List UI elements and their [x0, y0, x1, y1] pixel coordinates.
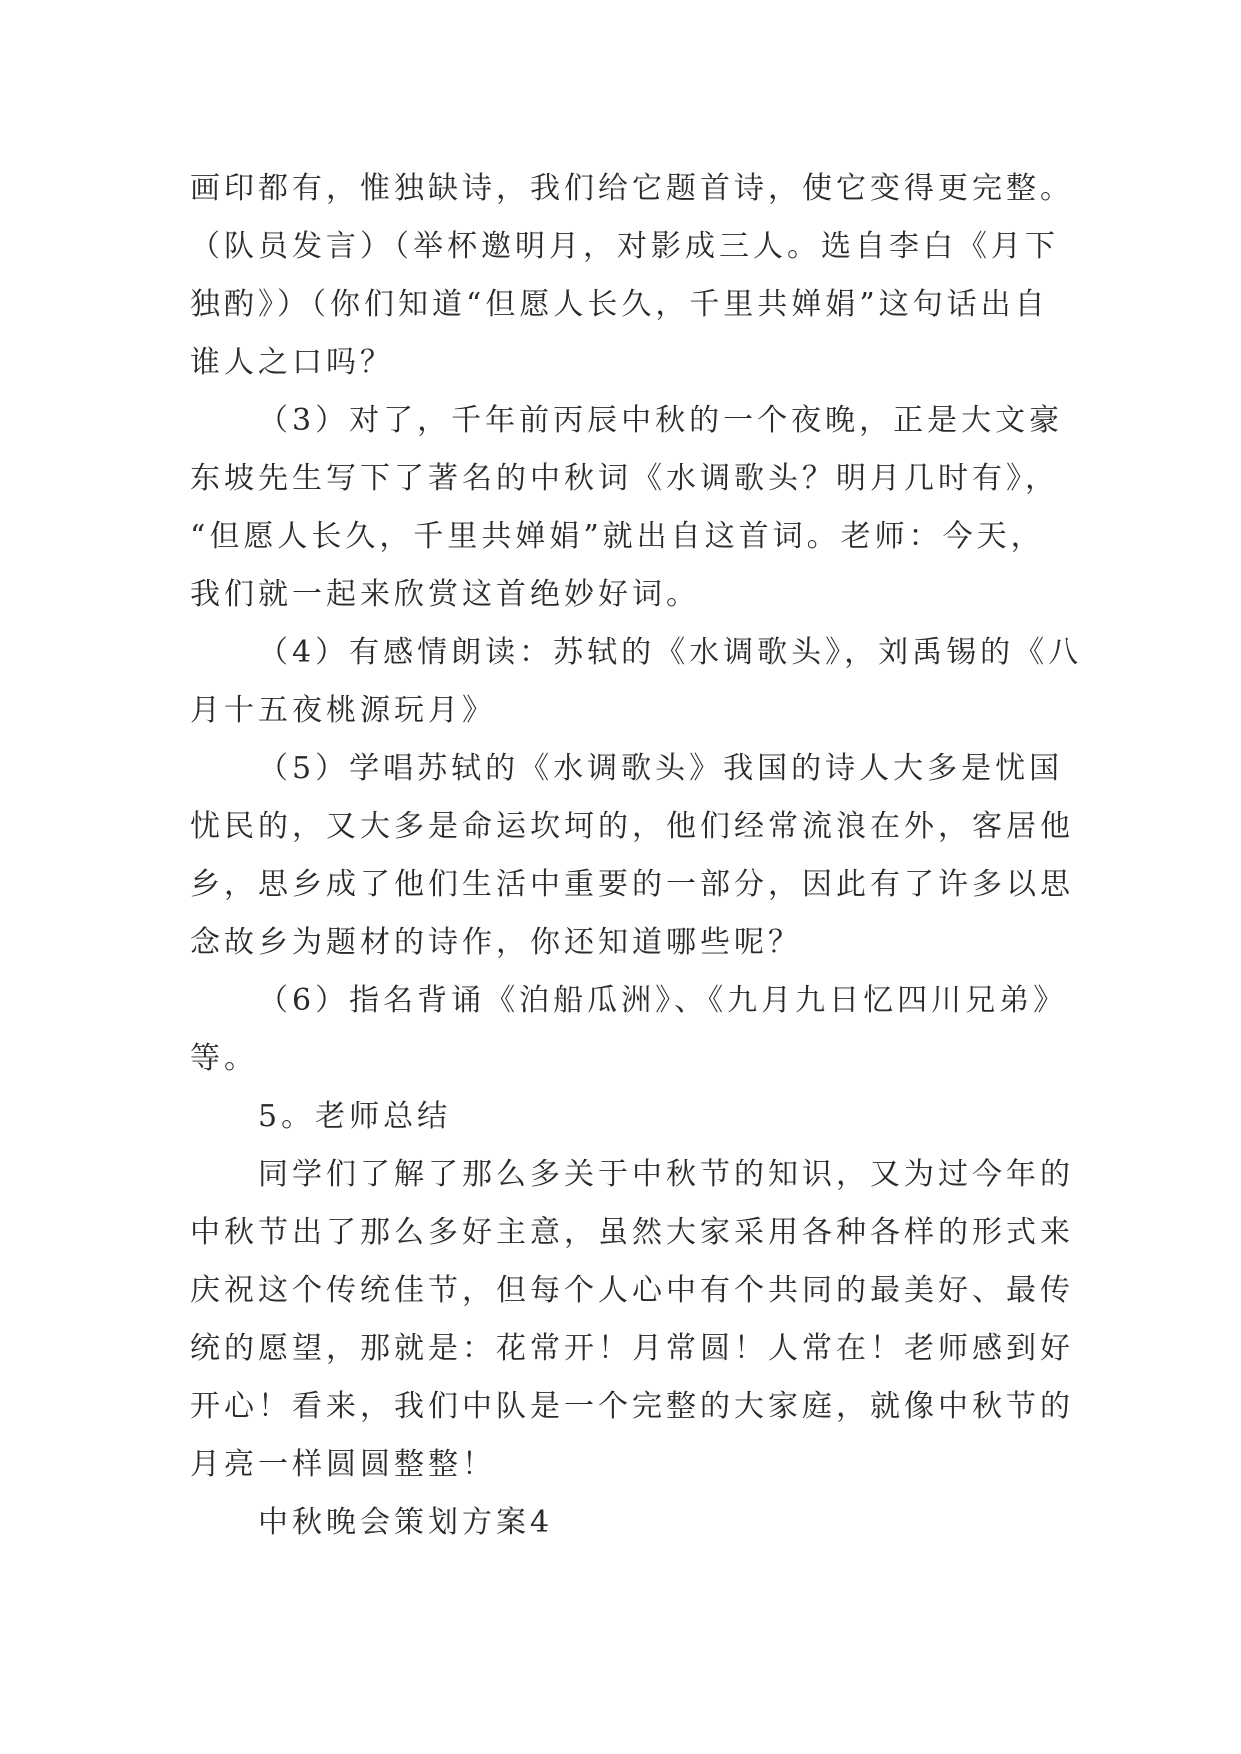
text-line: 我们就一起来欣赏这首绝妙好词。 [190, 577, 700, 612]
text-line: 独酌》）（你们知道“但愿人长久，千里共婵娟”这句话出自 [190, 287, 1049, 322]
text-line: 统的愿望，那就是：花常开！月常圆！人常在！老师感到好 [190, 1331, 1074, 1366]
text-line: 月十五夜桃源玩月》 [190, 693, 496, 728]
text-line: “但愿人长久，千里共婵娟”就出自这首词。老师：今天， [190, 519, 1045, 554]
text-line: 开心！看来，我们中队是一个完整的大家庭，就像中秋节的 [190, 1389, 1074, 1424]
text-line: 中秋节出了那么多好主意，虽然大家采用各种各样的形式来 [190, 1215, 1074, 1250]
text-line: （队员发言）（举杯邀明月，对影成三人。选自李白《月下 [190, 229, 1059, 264]
section-heading: 5。老师总结 [258, 1099, 452, 1134]
text-line: 月亮一样圆圆整整！ [190, 1447, 496, 1482]
section-heading: 中秋晚会策划方案4 [258, 1505, 554, 1540]
text-line: 同学们了解了那么多关于中秋节的知识，又为过今年的 [258, 1157, 1074, 1192]
text-line: 东坡先生写下了著名的中秋词《水调歌头？明月几时有》， [190, 461, 1059, 496]
text-line: 谁人之口吗？ [190, 345, 394, 380]
text-line: 忧民的，又大多是命运坎坷的，他们经常流浪在外，客居他 [190, 809, 1074, 844]
document-body [190, 160, 1083, 1552]
text-line: 念故乡为题材的诗作，你还知道哪些呢？ [190, 925, 802, 960]
text-line: （5）学唱苏轼的《水调歌头》我国的诗人大多是忧国 [258, 751, 1064, 786]
text-line: （3）对了，千年前丙辰中秋的一个夜晚，正是大文豪 [258, 403, 1064, 438]
text-line: 庆祝这个传统佳节，但每个人心中有个共同的最美好、最传 [190, 1273, 1074, 1308]
text-line: 等。 [190, 1041, 258, 1076]
text-line: （6）指名背诵《泊船瓜洲》、《九月九日忆四川兄弟》 [258, 983, 1068, 1018]
text-line: 画印都有，惟独缺诗，我们给它题首诗，使它变得更完整。 [190, 171, 1074, 206]
text-line: （4）有感情朗读：苏轼的《水调歌头》，刘禹锡的《八 [258, 635, 1083, 670]
text-line: 乡，思乡成了他们生活中重要的一部分，因此有了许多以思 [190, 867, 1074, 902]
